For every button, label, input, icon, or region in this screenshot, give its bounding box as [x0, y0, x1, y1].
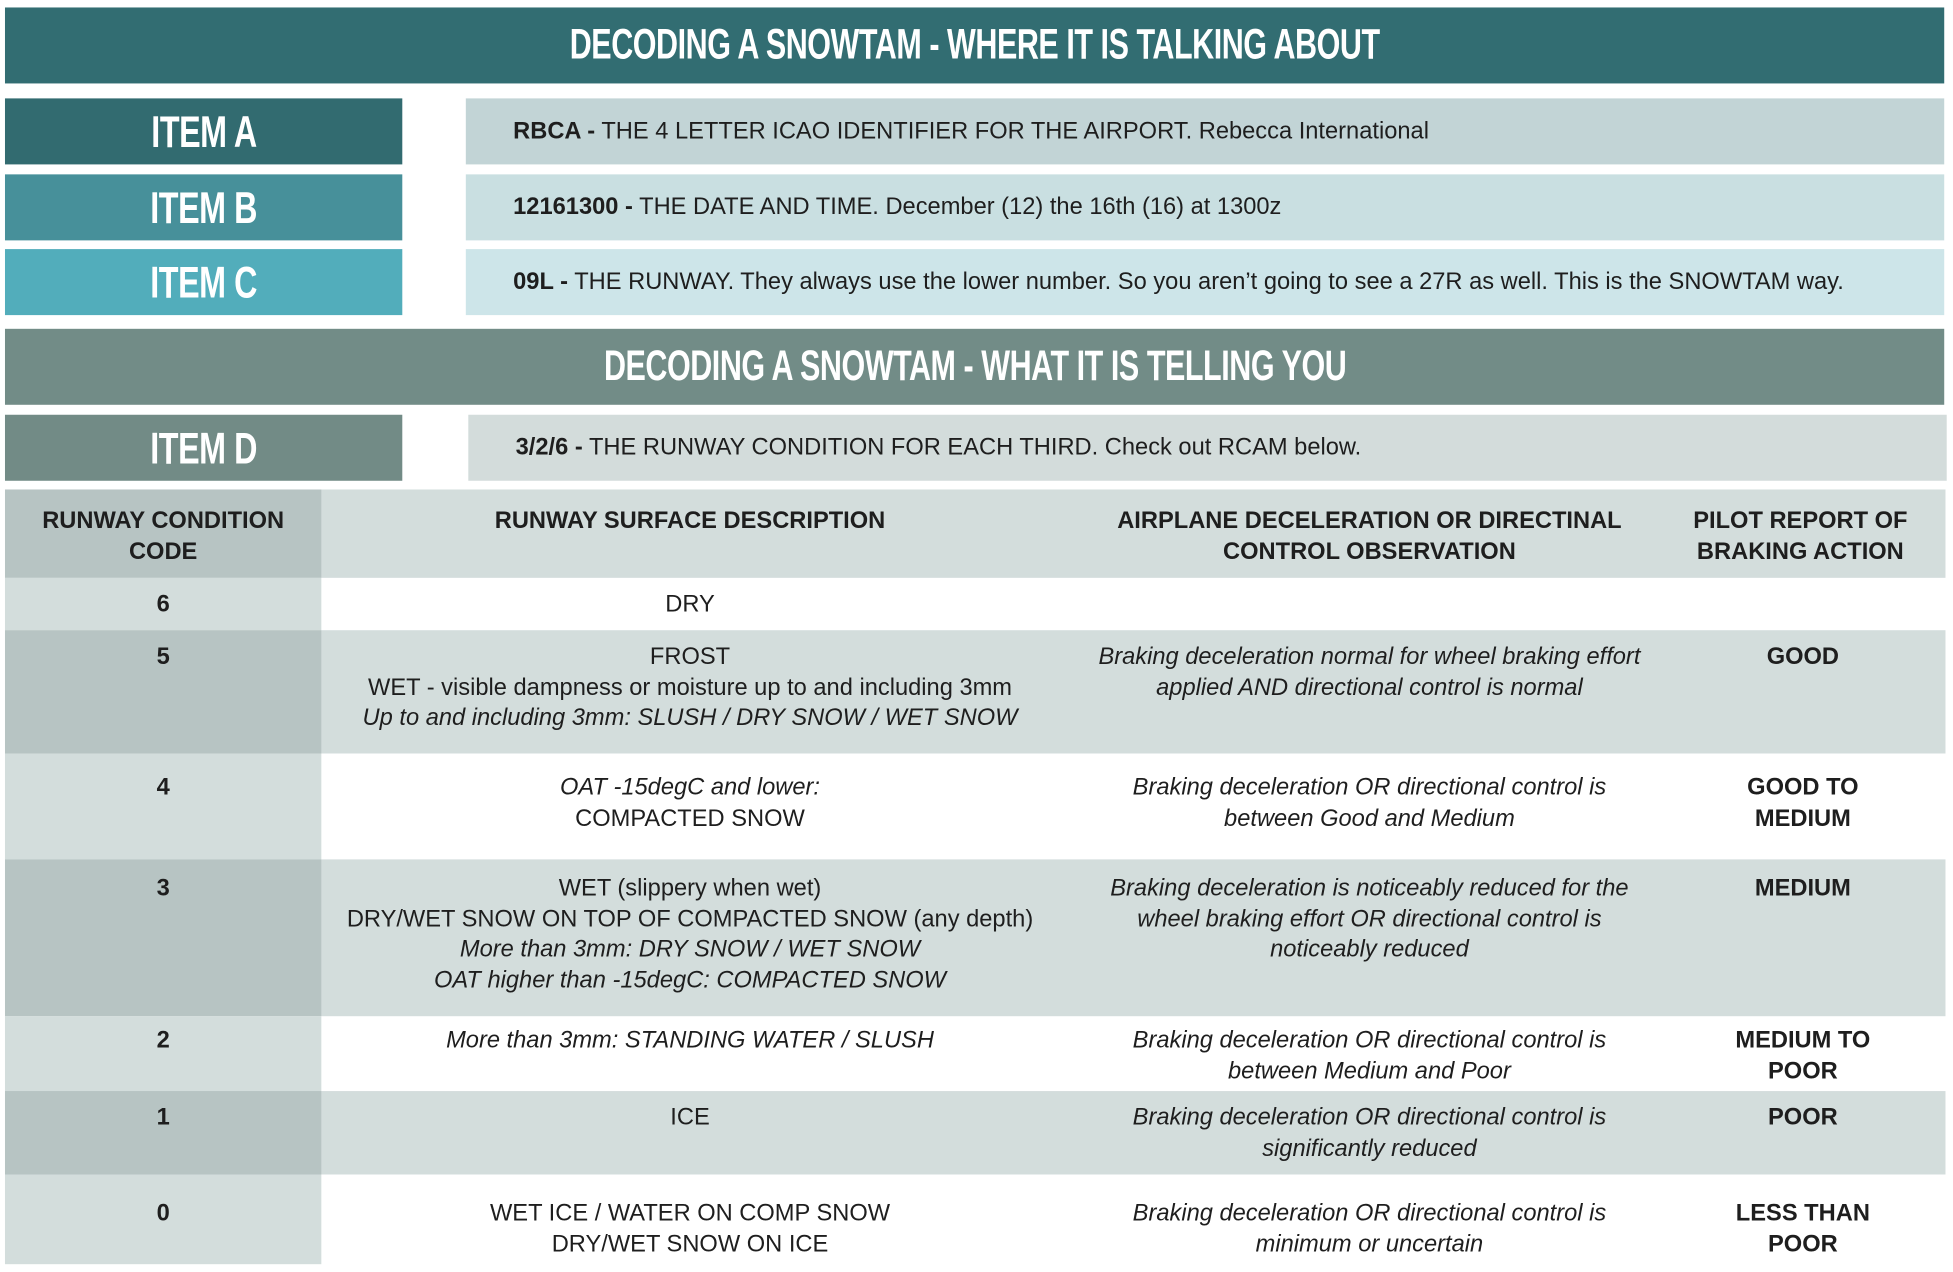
surface-line: FROST [649, 643, 731, 671]
header-code: RUNWAY CONDITION CODE [5, 489, 321, 577]
item-code: 09L - [513, 268, 568, 295]
condition-code: 2 [5, 1016, 321, 1091]
deceleration-observation: Braking deceleration OR directional control is between Good and Medium [1132, 774, 1607, 832]
header-surface: RUNWAY SURFACE DESCRIPTION [494, 508, 886, 535]
deceleration-observation [1059, 578, 1681, 630]
item-c-label [5, 249, 402, 315]
deceleration-observation: Braking deceleration normal for wheel braking effort applied AND directional control is normal [1098, 643, 1641, 701]
table-row [5, 754, 1945, 860]
braking-action: MEDIUM TO POOR [1735, 1027, 1871, 1085]
condition-code: 0 [5, 1175, 321, 1265]
surface-line: DRY/WET SNOW ON ICE [551, 1231, 829, 1258]
surface-line: WET - visible dampness or moisture up to and including 3mm [367, 674, 1013, 701]
condition-code: 5 [5, 630, 321, 753]
deceleration-observation: Braking deceleration OR directional control is minimum or uncertain [1132, 1200, 1607, 1258]
braking-action: MEDIUM [1754, 875, 1851, 902]
surface-line: DRY [665, 591, 715, 618]
item-label-text: ITEM B [150, 181, 257, 233]
surface-line: OAT higher than -15degC: COMPACTED SNOW [433, 967, 947, 994]
surface-line: DRY/WET SNOW ON TOP OF COMPACTED SNOW (any depth) [346, 906, 1034, 933]
condition-code: 4 [5, 754, 321, 860]
rcam-table-header [5, 489, 1945, 577]
header-observation: AIRPLANE DECELERATION OR DIRECTINAL CONTROL OBSERVATION [1117, 508, 1622, 565]
surface-line: More than 3mm: STANDING WATER / SLUSH [446, 1027, 934, 1054]
surface-line: OAT -15degC and lower: [560, 774, 821, 801]
item-text: THE 4 LETTER ICAO IDENTIFIER FOR THE AIRPORT. Rebecca International [601, 117, 1429, 144]
surface-line: WET (slippery when wet) [558, 875, 822, 902]
item-label-text: ITEM C [150, 255, 257, 308]
item-code: 12161300 - [513, 193, 633, 220]
section-title-text: DECODING A SNOWTAM - WHAT IT IS TELLING YOU [603, 342, 1346, 390]
condition-code: 6 [5, 578, 321, 630]
surface-description [321, 1091, 1058, 1174]
braking-action [1680, 578, 1945, 630]
surface-line: WET ICE / WATER ON COMP SNOW [489, 1200, 891, 1227]
deceleration-observation: Braking deceleration is noticeably reduced for the wheel braking effort OR directional control is noticeably reduced [1110, 875, 1629, 963]
surface-line: COMPACTED SNOW [575, 805, 805, 832]
surface-description [321, 630, 1058, 753]
item-a-content [466, 98, 1944, 164]
item-a-label [5, 98, 402, 164]
braking-action: GOOD TO MEDIUM [1747, 774, 1859, 832]
table-row [5, 1175, 1945, 1265]
item-c-content [466, 249, 1944, 315]
section-title-text: DECODING A SNOWTAM - WHERE IT IS TALKING ABOUT [569, 21, 1380, 69]
item-d-label [5, 415, 402, 481]
item-d-content [468, 415, 1946, 481]
surface-line: ICE [670, 1104, 710, 1131]
item-label-text: ITEM D [150, 421, 257, 473]
surface-description [321, 754, 1058, 860]
section-title-telling [5, 329, 1944, 405]
deceleration-observation: Braking deceleration OR directional control is significantly reduced [1132, 1104, 1607, 1162]
item-code: RBCA - [513, 117, 596, 144]
table-row [5, 859, 1945, 1016]
item-text: THE RUNWAY. They always use the lower number. So you aren’t going to see a 27R as well. This is the SNOWTAM way. [574, 268, 1844, 295]
surface-description [321, 578, 1058, 630]
surface-description [321, 859, 1058, 1016]
braking-action: LESS THAN POOR [1735, 1200, 1870, 1258]
section-title-where [5, 7, 1944, 83]
table-row [5, 1091, 1945, 1174]
surface-description [321, 1175, 1058, 1265]
surface-description [321, 1016, 1058, 1091]
condition-code: 1 [5, 1091, 321, 1174]
table-row [5, 578, 1945, 630]
surface-line: More than 3mm: DRY SNOW / WET SNOW [459, 936, 921, 963]
condition-code: 3 [5, 859, 321, 1016]
deceleration-observation: Braking deceleration OR directional control is between Medium and Poor [1132, 1027, 1607, 1085]
item-code: 3/2/6 - [515, 434, 583, 461]
item-b-label [5, 174, 402, 240]
braking-action: GOOD [1766, 643, 1840, 671]
item-text: THE RUNWAY CONDITION FOR EACH THIRD. Check out RCAM below. [588, 434, 1362, 461]
item-b-content [466, 174, 1944, 240]
header-braking: PILOT REPORT OF BRAKING ACTION [1693, 508, 1908, 565]
table-row [5, 1016, 1945, 1091]
braking-action: POOR [1768, 1104, 1838, 1131]
item-text: THE DATE AND TIME. December (12) the 16th (16) at 1300z [639, 193, 1282, 220]
surface-line: Up to and including 3mm: SLUSH / DRY SNOW / WET SNOW [362, 704, 1018, 732]
table-row [5, 630, 1945, 753]
item-label-text: ITEM A [150, 105, 257, 157]
